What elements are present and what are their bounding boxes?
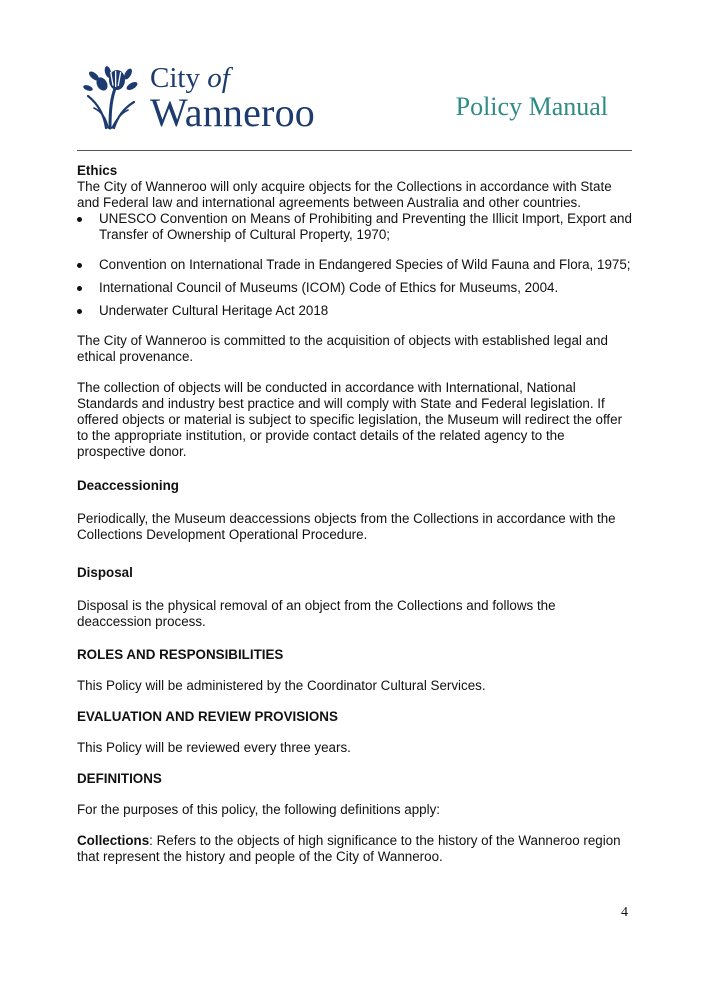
ethics-heading: Ethics — [77, 163, 118, 178]
definitions-heading: DEFINITIONS — [77, 771, 162, 786]
roles-heading: ROLES AND RESPONSIBILITIES — [77, 647, 284, 662]
definition-term: Collections — [77, 833, 150, 848]
bullet-icon — [77, 217, 82, 222]
evaluation-heading: EVALUATION AND REVIEW PROVISIONS — [77, 709, 338, 724]
list-item: Underwater Cultural Heritage Act 2018 — [77, 303, 633, 319]
list-item: International Council of Museums (ICOM) Code of Ethics for Museums, 2004. — [77, 280, 633, 296]
bullet-icon — [77, 309, 82, 314]
deaccessioning-body: Periodically, the Museum deaccessions objects from the Collections in accordance with the Collections Development Operational Procedure. — [77, 511, 616, 542]
header-divider — [77, 150, 632, 151]
ethics-list — [77, 211, 633, 319]
definition-text: : Refers to the objects of high significance to the history of the Wanneroo region that represent the history and people of the City of Wanneroo. — [77, 833, 621, 864]
bullet-icon — [77, 286, 82, 291]
policy-content — [77, 163, 633, 865]
definitions-intro: For the purposes of this policy, the following definitions apply: — [77, 802, 440, 817]
city-of-wanneroo-logo — [80, 62, 330, 134]
ethics-intro: The City of Wanneroo will only acquire objects for the Collections in accordance with State and Federal law and international agreements between Australia and other countries. — [77, 179, 612, 210]
page-header — [0, 0, 706, 152]
bullet-icon — [77, 263, 82, 268]
page-number: 4 — [621, 905, 628, 920]
ethics-provenance-paragraph: The City of Wanneroo is committed to the acquisition of objects with established legal and ethical provenance. — [77, 333, 608, 364]
roles-body: This Policy will be administered by the Coordinator Cultural Services. — [77, 678, 486, 693]
logo-wanneroo-text: Wanneroo — [150, 90, 315, 135]
disposal-body: Disposal is the physical removal of an object from the Collections and follows the deaccession process. — [77, 598, 556, 629]
disposal-heading: Disposal — [77, 565, 133, 580]
deaccessioning-heading: Deaccessioning — [77, 478, 179, 493]
grass-tree-logo-icon — [80, 66, 138, 130]
logo-city-text: City of — [150, 62, 230, 94]
ethics-legislation-paragraph: The collection of objects will be conducted in accordance with International, National Standards and industry best practice and will comply with State and Federal legislation. If offered objects or material is subject to specific legislation, the Museum will redirect the offer to the appropriate institution, or provide contact details of the related agency to the prospective donor. — [77, 380, 623, 459]
list-item: UNESCO Convention on Means of Prohibiting and Preventing the Illicit Import, Export and Transfer of Ownership of Cultural Property, 1970; — [77, 211, 633, 243]
evaluation-body: This Policy will be reviewed every three years. — [77, 740, 351, 755]
collections-definition — [77, 833, 633, 865]
policy-manual-title: Policy Manual — [455, 92, 608, 121]
list-item: Convention on International Trade in Endangered Species of Wild Fauna and Flora, 1975; — [77, 257, 633, 273]
